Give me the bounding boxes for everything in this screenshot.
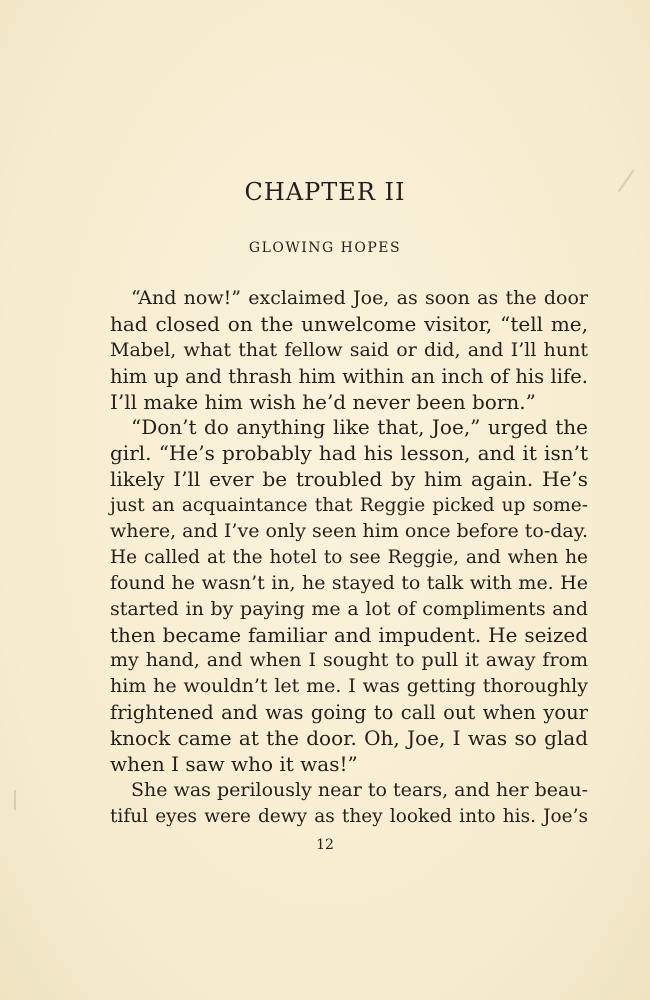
text-line: “And now!” exclaimed Joe, as soon as the door [131,287,588,309]
text-line: “Don’t do anything like that, Joe,” urged the [131,415,588,440]
body-text [110,286,588,830]
text-line: started in by paying me a lot of compliments and [110,597,588,620]
text-line: likely I’ll ever be troubled by him again. He’s [110,467,588,492]
text-line: him he wouldn’t let me. I was getting thoroughly [110,675,588,698]
paper-blemish [14,790,16,810]
text-line: just an acquaintance that Reggie picked up some- [110,495,588,517]
text-line: when I saw who it was!” [110,752,358,777]
chapter-title: GLOWING HOPES [248,240,402,256]
text-line: Mabel, what that fellow said or did, and I’ll hunt [110,338,588,361]
text-line: knock came at the door. Oh, Joe, I was so glad [110,726,588,751]
text-line: then became familiar and impudent. He seized [110,622,588,647]
text-line: where, and I’ve only seen him once before to-day. [110,520,588,543]
chapter-heading: CHAPTER II [244,178,406,206]
text-line: found he wasn’t in, he stayed to talk with me. He [110,571,588,594]
text-line: had closed on the unwelcome visitor, “tell me, [110,311,588,336]
text-line: He called at the hotel to see Reggie, and when he [110,546,588,568]
text-line: my hand, and when I sought to pull it away from [110,649,588,672]
text-line: She was perilously near to tears, and her beau- [131,778,588,801]
text-line: tiful eyes were dewy as they looked into his. Joe’s [110,805,588,827]
page-number: 12 [316,837,334,853]
text-line: him up and thrash him within an inch of his life. [110,364,588,388]
text-line: frightened and was going to call out when your [110,701,588,725]
text-line: girl. “He’s probably had his lesson, and it isn’t [110,441,588,466]
text-line: I’ll make him wish he’d never been born.” [110,389,536,414]
